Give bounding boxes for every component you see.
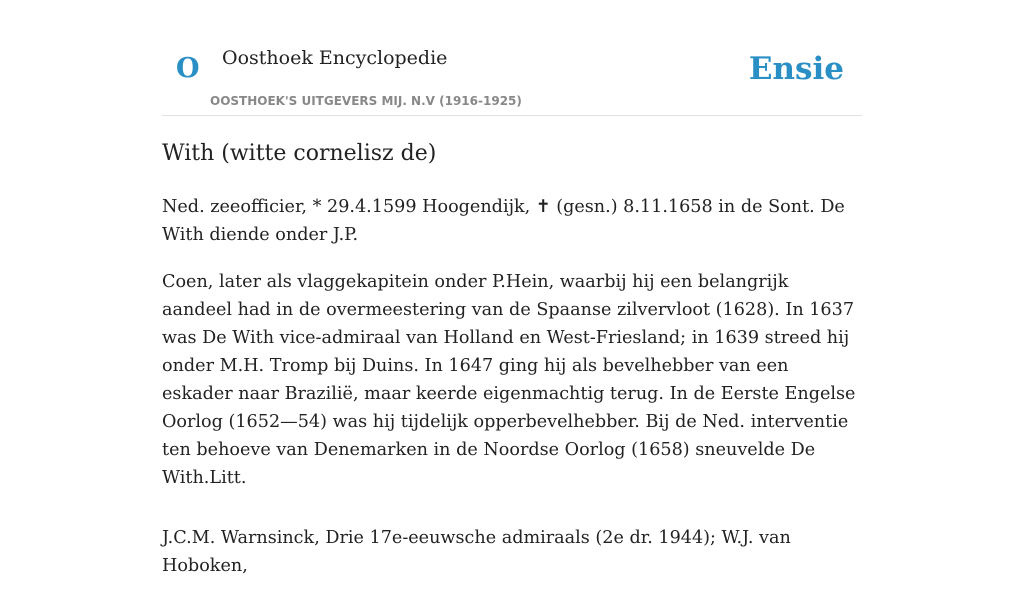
literature-paragraph: J.C.M. Warnsinck, Drie 17e-eeuwsche admiraals (2e dr. 1944); W.J. van Hoboken,: [162, 528, 791, 576]
source-logo-icon[interactable]: O: [176, 53, 200, 84]
source-header: [162, 36, 862, 116]
ensie-logo-link[interactable]: Ensie: [748, 51, 844, 87]
entry-title: With (witte cornelisz de): [162, 141, 437, 166]
source-publisher: OOSTHOEK'S UITGEVERS MIJ. N.V (1916-1925): [210, 94, 522, 108]
article-paragraph: Coen, later als vlaggekapitein onder P.Hein, waarbij hij een belangrijk aandeel had in de overmeestering van de Spaanse zilvervloot (1628). In 1637 was De With vice-admiraal van Holland en West-Friesland; in 1639 streed hij onder M.H. Tromp bij Duins. In 1647 ging hij als bevelhebber van een eskader naar Brazilië, maar keerde eigenmachtig terug. In de Eerste Engelse Oorlog (1652—54) was hij tijdelijk opperbevelhebber. Bij de Ned. interventie ten behoeve van Denemarken in de Noordse Oorlog (1658) sneuvelde De With.Litt.: [162, 272, 856, 488]
source-title-link[interactable]: Oosthoek Encyclopedie: [222, 47, 448, 69]
article-content: [162, 138, 862, 599]
article-paragraph: Ned. zeeofficier, * 29.4.1599 Hoogendijk, ✝ (gesn.) 8.11.1658 in de Sont. De With diende onder J.P.: [162, 197, 845, 245]
